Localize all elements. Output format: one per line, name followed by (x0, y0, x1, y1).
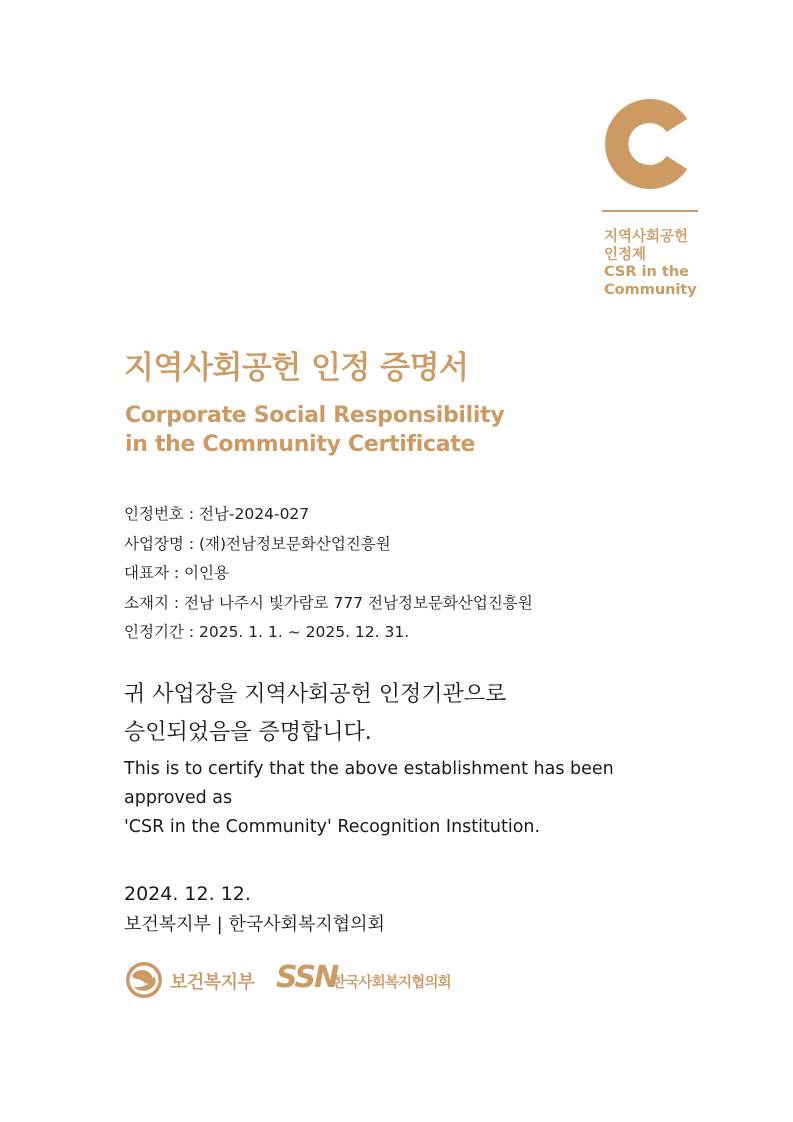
statement-en-line: This is to certify that the above establishment has been (124, 759, 614, 779)
logo-line: CSR in the (604, 264, 689, 280)
info-separator: : (183, 623, 199, 641)
info-row-cert-number (124, 500, 533, 530)
info-label: 대표자 (124, 564, 169, 582)
logo-divider (602, 210, 698, 212)
taegeuk-icon (124, 960, 164, 1000)
info-separator: : (183, 534, 199, 553)
c-logo-icon (602, 96, 698, 192)
info-separator: : (168, 593, 184, 612)
logo-line: 지역사회공헌 (604, 229, 689, 245)
info-value: 전남-2024-027 (198, 505, 310, 523)
certificate-info (124, 500, 533, 648)
info-label: 사업장명 (124, 534, 184, 553)
mohw-logo-label: 보건복지부 (170, 972, 255, 993)
certificate-title-en (125, 401, 504, 459)
logo-line: 인정제 (604, 246, 647, 263)
info-separator: : (168, 564, 184, 582)
statement-ko-line: 귀 사업장을 지역사회공헌 인정기관으로 (124, 682, 507, 707)
logo-wordmark (604, 229, 697, 299)
statement-ko (124, 676, 506, 752)
info-value: 전남 나주시 빛가람로 777 전남정보문화산업진흥원 (184, 593, 533, 612)
statement-en-line: 'CSR in the Community' Recognition Institution. (124, 817, 541, 837)
statement-en-line: approved as (124, 788, 233, 808)
issuer: 보건복지부 | 한국사회복지협의회 (124, 914, 385, 935)
certificate-title-ko: 지역사회공헌 인정 증명서 (124, 350, 469, 386)
footer-logos (124, 960, 524, 1000)
logo-line: Community (604, 281, 697, 298)
info-row-period (124, 618, 533, 648)
info-label: 인정기간 (124, 623, 184, 641)
title-en-line: Corporate Social Responsibility (125, 403, 505, 428)
statement-ko-line: 승인되었음을 증명합니다. (124, 720, 372, 745)
statement-en (124, 755, 614, 842)
info-label: 소재지 (124, 593, 169, 612)
info-label: 인정번호 (124, 505, 184, 523)
info-row-representative (124, 559, 533, 589)
ssn-logo-label: SSN (276, 960, 338, 995)
info-row-business-name (124, 530, 533, 560)
ssn-logo-sublabel: 한국사회복지협의회 (332, 975, 451, 991)
title-en-line: in the Community Certificate (125, 432, 476, 457)
info-separator: : (183, 505, 199, 523)
info-value: 2025. 1. 1. ~ 2025. 12. 31. (198, 623, 410, 641)
info-value: 이인용 (184, 564, 229, 582)
issue-date: 2024. 12. 12. (124, 883, 251, 905)
info-row-address (124, 589, 533, 619)
info-value: (재)전남정보문화산업진흥원 (198, 534, 391, 553)
